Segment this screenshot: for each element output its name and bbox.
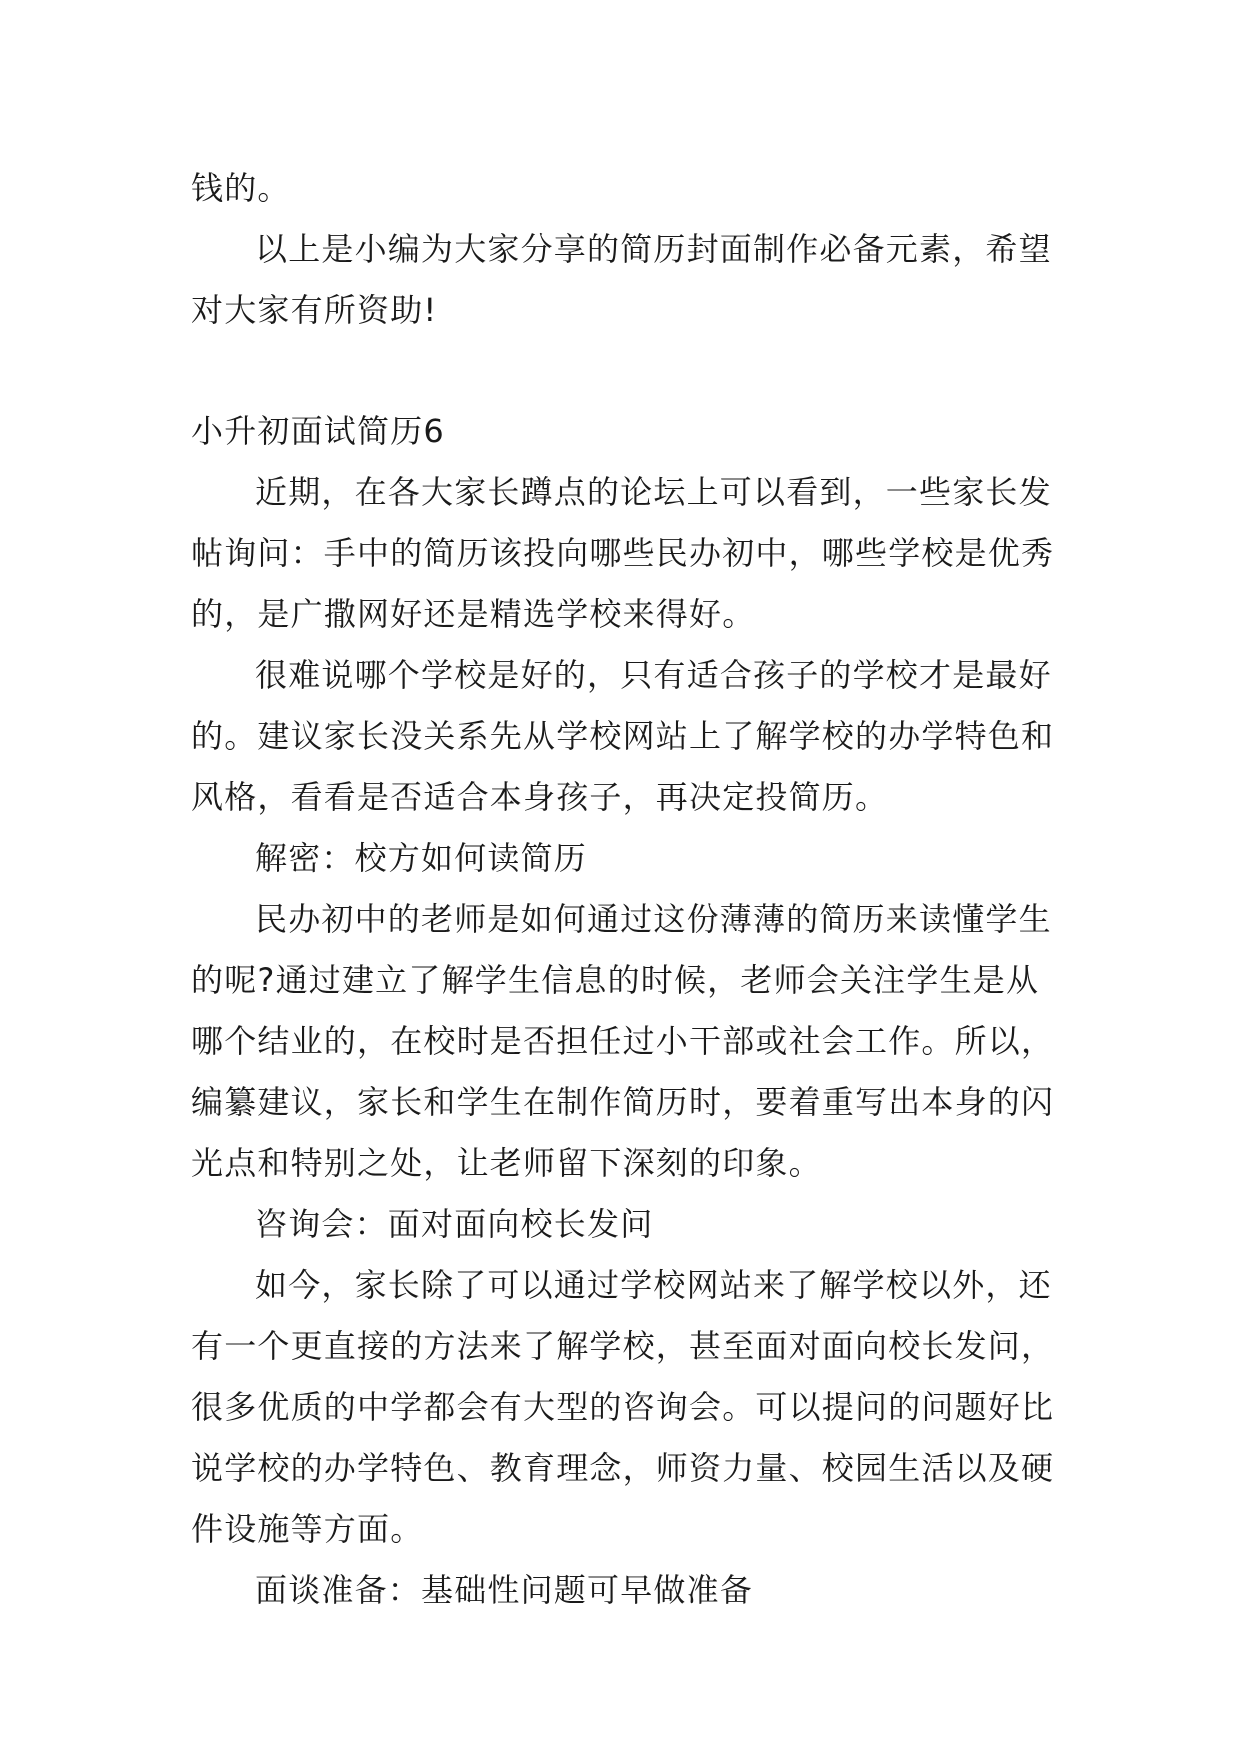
paragraph-4: 如今，家长除了可以通过学校网站来了解学校以外，还有一个更直接的方法来了解学校，甚至面对面向校长发问，很多优质的中学都会有大型的咨询会。可以提问的问题好比说学校的办学特色、教育理念，师资力量、校园生活以及硬件设施等方面。 (191, 1266, 1055, 1548)
section-block (191, 401, 1063, 1621)
intro-block (191, 158, 1063, 341)
paragraph-3: 民办初中的老师是如何通过这份薄薄的简历来读懂学生的呢?通过建立了解学生信息的时候，老师会关注学生是从哪个结业的，在校时是否担任过小干部或社会工作。所以，编纂建议，家长和学生在制作简历时，要着重写出本身的闪光点和特别之处，让老师留下深刻的印象。 (191, 900, 1055, 1182)
subheading-interview-prep: 面谈准备：基础性问题可早做准备 (255, 1571, 754, 1609)
section-title: 小升初面试简历6 (191, 412, 445, 450)
paragraph-1: 近期，在各大家长蹲点的论坛上可以看到，一些家长发帖询问：手中的简历该投向哪些民办初中，哪些学校是优秀的，是广撒网好还是精选学校来得好。 (191, 473, 1055, 633)
paragraph-fragment: 钱的。 (191, 169, 291, 207)
paragraph-closing: 以上是小编为大家分享的简历封面制作必备元素，希望对大家有所资助! (191, 230, 1052, 329)
subheading-decode: 解密：校方如何读简历 (255, 839, 588, 877)
subheading-consultation: 咨询会：面对面向校长发问 (255, 1205, 654, 1243)
paragraph-2: 很难说哪个学校是好的，只有适合孩子的学校才是最好的。建议家长没关系先从学校网站上了解学校的办学特色和风格，看看是否适合本身孩子，再决定投简历。 (191, 656, 1055, 816)
